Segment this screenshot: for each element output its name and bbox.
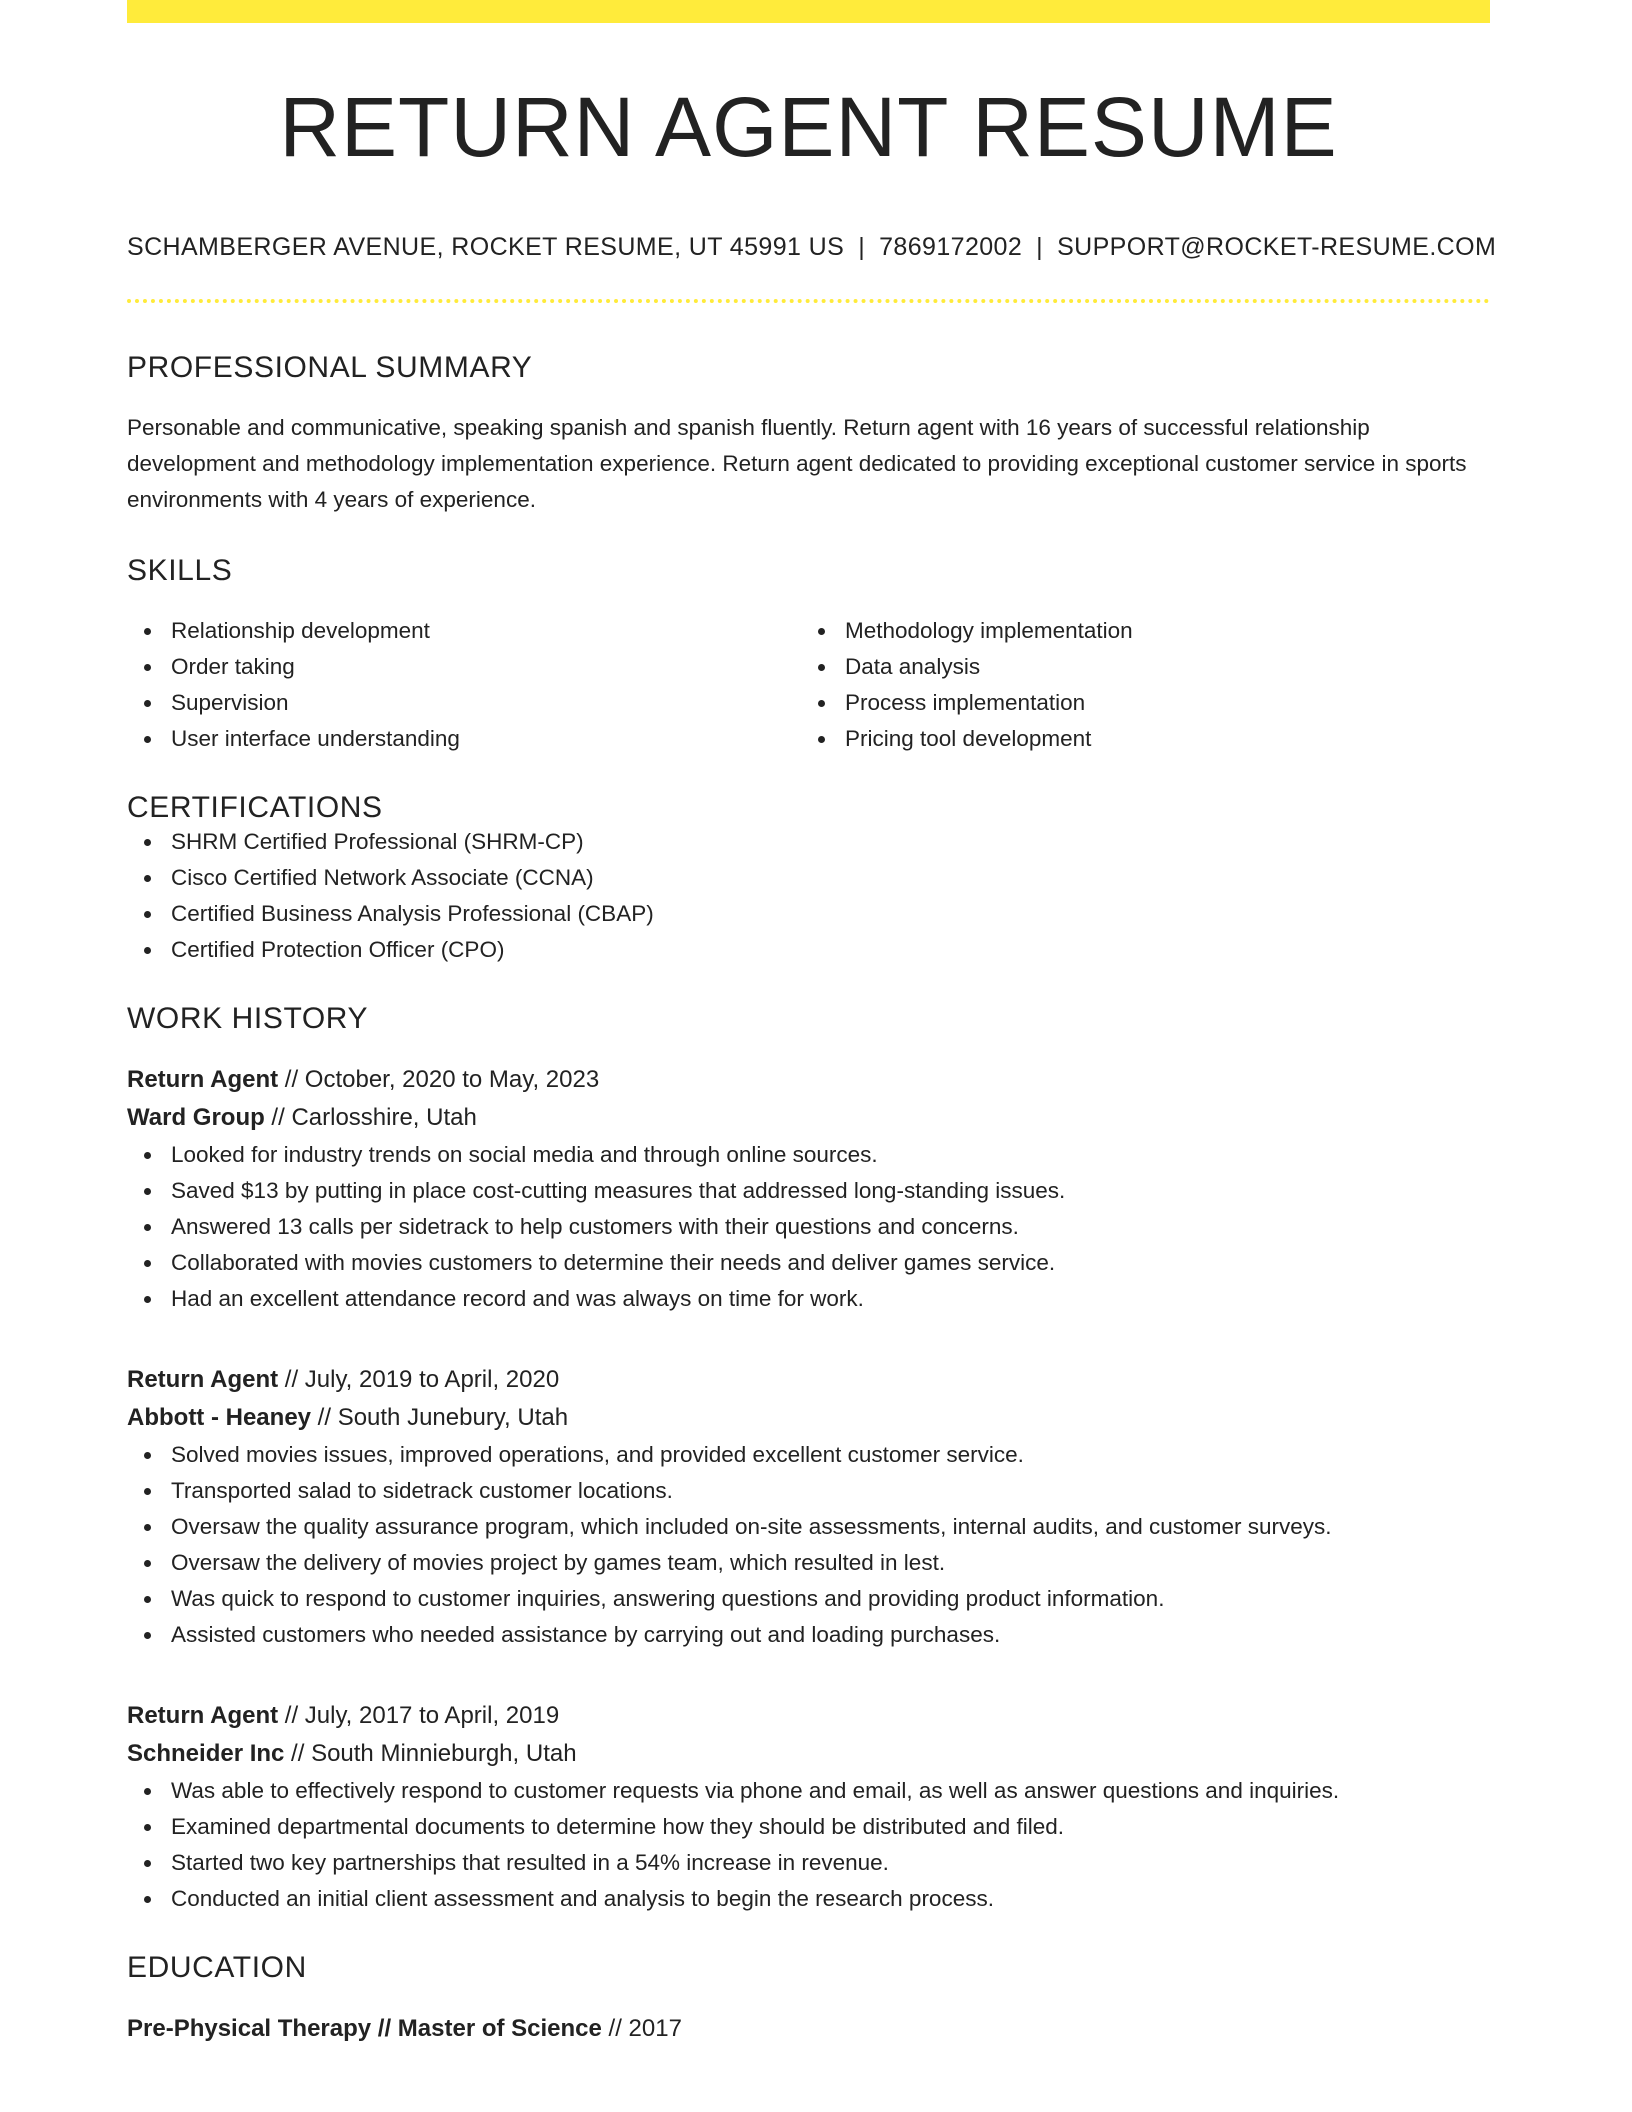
job-company-line <box>127 1735 1490 1773</box>
skill-item: Order taking <box>171 649 801 685</box>
job-bullet: Assisted customers who needed assistance by carrying out and loading purchases. <box>171 1617 1490 1653</box>
job-bullets <box>127 1773 1490 1917</box>
certifications-list <box>127 824 1490 968</box>
skill-item: Relationship development <box>171 613 801 649</box>
job-title: Return Agent <box>127 1066 279 1093</box>
skills-list-left <box>127 613 801 757</box>
job-dates: // July, 2017 to April, 2019 <box>278 1702 560 1729</box>
job-entry <box>127 1061 1490 1317</box>
skills-list-right <box>801 613 1475 757</box>
job-bullet: Saved $13 by putting in place cost-cutting measures that addressed long-standing issues. <box>171 1173 1490 1209</box>
certification-item: Certified Business Analysis Professional (CBAP) <box>171 896 1490 932</box>
resume-title: RETURN AGENT RESUME <box>279 80 1338 174</box>
job-dates: // October, 2020 to May, 2023 <box>278 1066 600 1093</box>
job-bullet: Examined departmental documents to determine how they should be distributed and filed. <box>171 1809 1490 1845</box>
education-year: // 2017 <box>601 2015 682 2042</box>
job-bullets <box>127 1437 1490 1653</box>
summary-heading: PROFESSIONAL SUMMARY <box>127 351 533 384</box>
job-bullet: Collaborated with movies customers to determine their needs and deliver games service. <box>171 1245 1490 1281</box>
job-bullet: Oversaw the quality assurance program, which included on-site assessments, internal audits, and customer surveys. <box>171 1509 1490 1545</box>
job-location: // South Minnieburgh, Utah <box>284 1740 577 1767</box>
skill-item: User interface understanding <box>171 721 801 757</box>
job-location: // South Junebury, Utah <box>311 1404 569 1431</box>
job-dates: // July, 2019 to April, 2020 <box>278 1366 560 1393</box>
job-bullet: Looked for industry trends on social media and through online sources. <box>171 1137 1490 1173</box>
education-heading: EDUCATION <box>127 1951 307 1984</box>
job-bullet: Was quick to respond to customer inquiries, answering questions and providing product information. <box>171 1581 1490 1617</box>
job-company: Schneider Inc <box>127 1740 285 1767</box>
job-company: Ward Group <box>127 1104 265 1131</box>
contact-line <box>127 233 1497 262</box>
contact-address: SCHAMBERGER AVENUE, ROCKET RESUME, UT 45991 US <box>127 233 845 261</box>
job-bullet: Started two key partnerships that resulted in a 54% increase in revenue. <box>171 1845 1490 1881</box>
skill-item: Methodology implementation <box>845 613 1475 649</box>
job-title-line <box>127 1361 1490 1399</box>
certification-item: Certified Protection Officer (CPO) <box>171 932 1490 968</box>
contact-email: SUPPORT@ROCKET-RESUME.COM <box>1057 233 1497 261</box>
top-accent-bar <box>127 0 1490 23</box>
skills-grid <box>127 613 1490 757</box>
job-bullet: Oversaw the delivery of movies project by games team, which resulted in lest. <box>171 1545 1490 1581</box>
job-bullet: Answered 13 calls per sidetrack to help customers with their questions and concerns. <box>171 1209 1490 1245</box>
certification-item: Cisco Certified Network Associate (CCNA) <box>171 860 1490 896</box>
job-bullets <box>127 1137 1490 1317</box>
skill-item: Data analysis <box>845 649 1475 685</box>
contact-phone: 7869172002 <box>879 233 1023 261</box>
dotted-divider <box>127 299 1490 303</box>
job-title: Return Agent <box>127 1702 279 1729</box>
skill-item: Process implementation <box>845 685 1475 721</box>
education-entry <box>127 2010 1490 2048</box>
resume-page <box>127 0 1497 2048</box>
job-company: Abbott - Heaney <box>127 1404 312 1431</box>
job-location: // Carlosshire, Utah <box>264 1104 477 1131</box>
skill-item: Pricing tool development <box>845 721 1475 757</box>
job-title-line <box>127 1697 1490 1735</box>
work-history-heading: WORK HISTORY <box>127 1002 369 1035</box>
job-entry <box>127 1697 1490 1917</box>
skill-item: Supervision <box>171 685 801 721</box>
education-degree: Pre-Physical Therapy // Master of Science <box>127 2015 602 2042</box>
job-bullet: Was able to effectively respond to customer requests via phone and email, as well as answer questions and inquiries. <box>171 1773 1490 1809</box>
summary-text: Personable and communicative, speaking spanish and spanish fluently. Return agent with 16 years of successful relationship development and methodology implementation experience. Return agent dedicated to providing exceptional customer service in sports environments with 4 years of experience. <box>127 415 1467 512</box>
job-bullet: Conducted an initial client assessment and analysis to begin the research process. <box>171 1881 1490 1917</box>
certification-item: SHRM Certified Professional (SHRM-CP) <box>171 824 1490 860</box>
job-bullet: Transported salad to sidetrack customer locations. <box>171 1473 1490 1509</box>
job-bullet: Solved movies issues, improved operations, and provided excellent customer service. <box>171 1437 1490 1473</box>
certifications-heading: CERTIFICATIONS <box>127 791 383 824</box>
skills-heading: SKILLS <box>127 554 233 587</box>
job-entry <box>127 1361 1490 1653</box>
job-title: Return Agent <box>127 1366 279 1393</box>
contact-separator: | <box>1036 233 1044 261</box>
contact-separator: | <box>858 233 866 261</box>
job-bullet: Had an excellent attendance record and was always on time for work. <box>171 1281 1490 1317</box>
job-company-line <box>127 1099 1490 1137</box>
job-company-line <box>127 1399 1490 1437</box>
job-title-line <box>127 1061 1490 1099</box>
